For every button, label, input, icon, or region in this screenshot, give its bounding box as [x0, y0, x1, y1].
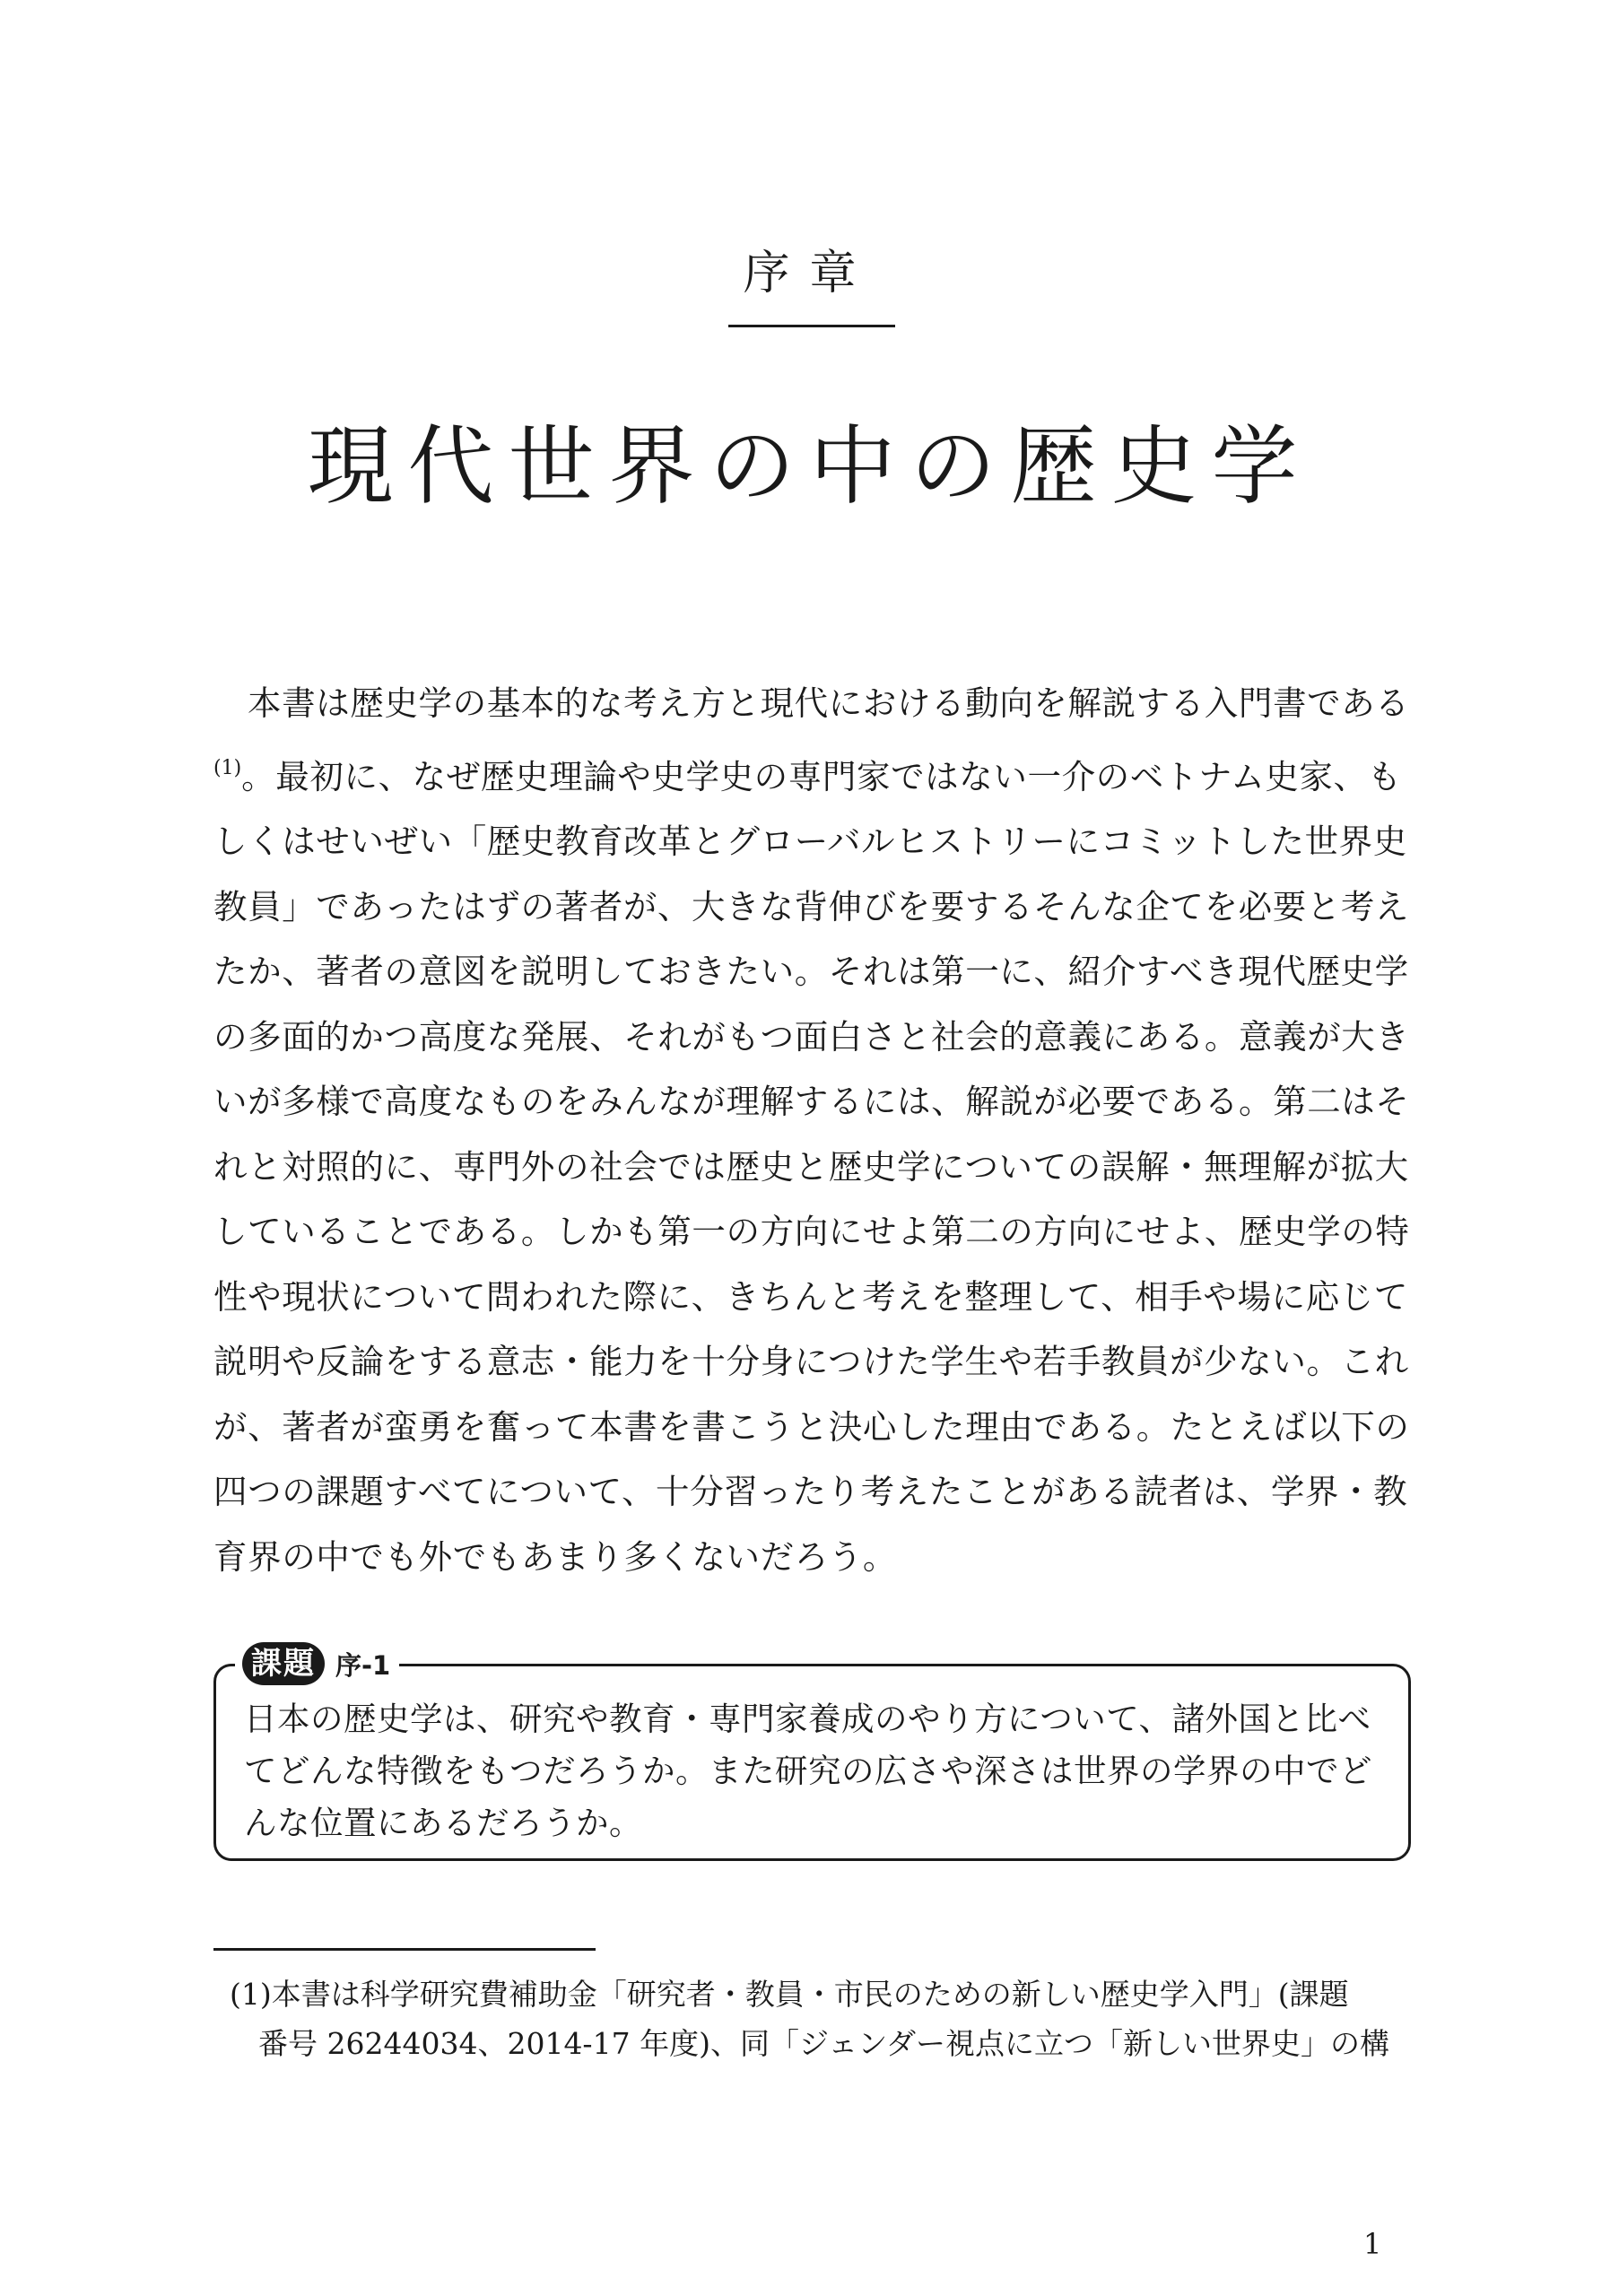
task-number: 序-1 — [335, 1649, 391, 1681]
footnote-rule — [213, 1948, 596, 1951]
chapter-rule — [728, 325, 895, 327]
footnote-line-2: 番号 26244034、2014-17 年度)、同「ジェンダー視点に立つ「新しい世界史」の構 — [258, 2026, 1389, 2061]
footnote-reference[interactable]: (1) — [213, 756, 242, 779]
page-number: 1 — [1363, 2227, 1382, 2261]
task-badge: 課題 — [242, 1642, 325, 1685]
task-header — [235, 1641, 399, 1686]
footnote-line-1: (1)本書は科学研究費補助金「研究者・教員・市民のための新しい歴史学入門」(課題 — [230, 1977, 1349, 2012]
body-text-rest: 。最初に、なぜ歴史理論や史学史の専門家ではない一介のベトナム史家、もしくはせいぜい「歴史教育改革とグローバルヒストリーにコミットした世界史教員」であったはずの著者が、大きな背伸びを要するそんな企てを必要と考えたか、著者の意図を説明しておきたい。それは第一に、紹介すべき現代歴史学の多面的かつ高度な発展、それがもつ面白さと社会的意義にある。意義が大きいが多様で高度なものをみんなが理解するには、解説が必要である。第二はそれと対照的に、専門外の社会では歴史と歴史学についての誤解・無理解が拡大していることである。しかも第一の方向にせよ第二の方向にせよ、歴史学の特性や現状について問われた際に、きちんと考えを整理して、相手や場に応じて説明や反論をする意志・能力を十分身につけた学生や若手教員が少ない。これが、著者が蛮勇を奮って本書を書こうと決心した理由である。たとえば以下の四つの課題すべてについて、十分習ったり考えたことがある読者は、学界・教育界の中でも外でもあまり多くないだろう。 — [213, 756, 1410, 1577]
body-paragraph — [213, 671, 1415, 1589]
chapter-title: 現代世界の中の歴史学 — [307, 416, 1312, 517]
footnote — [230, 1970, 1418, 2068]
chapter-label: 序章 — [743, 247, 876, 300]
body-text-start: 本書は歴史学の基本的な考え方と現代における動向を解説する入門書である — [248, 683, 1410, 723]
task-text: 日本の歴史学は、研究や教育・専門家養成のやり方について、諸外国と比べてどんな特徴をもつだろうか。また研究の広さや深さは世界の学界の中でどんな位置にあるだろうか。 — [244, 1700, 1372, 1842]
